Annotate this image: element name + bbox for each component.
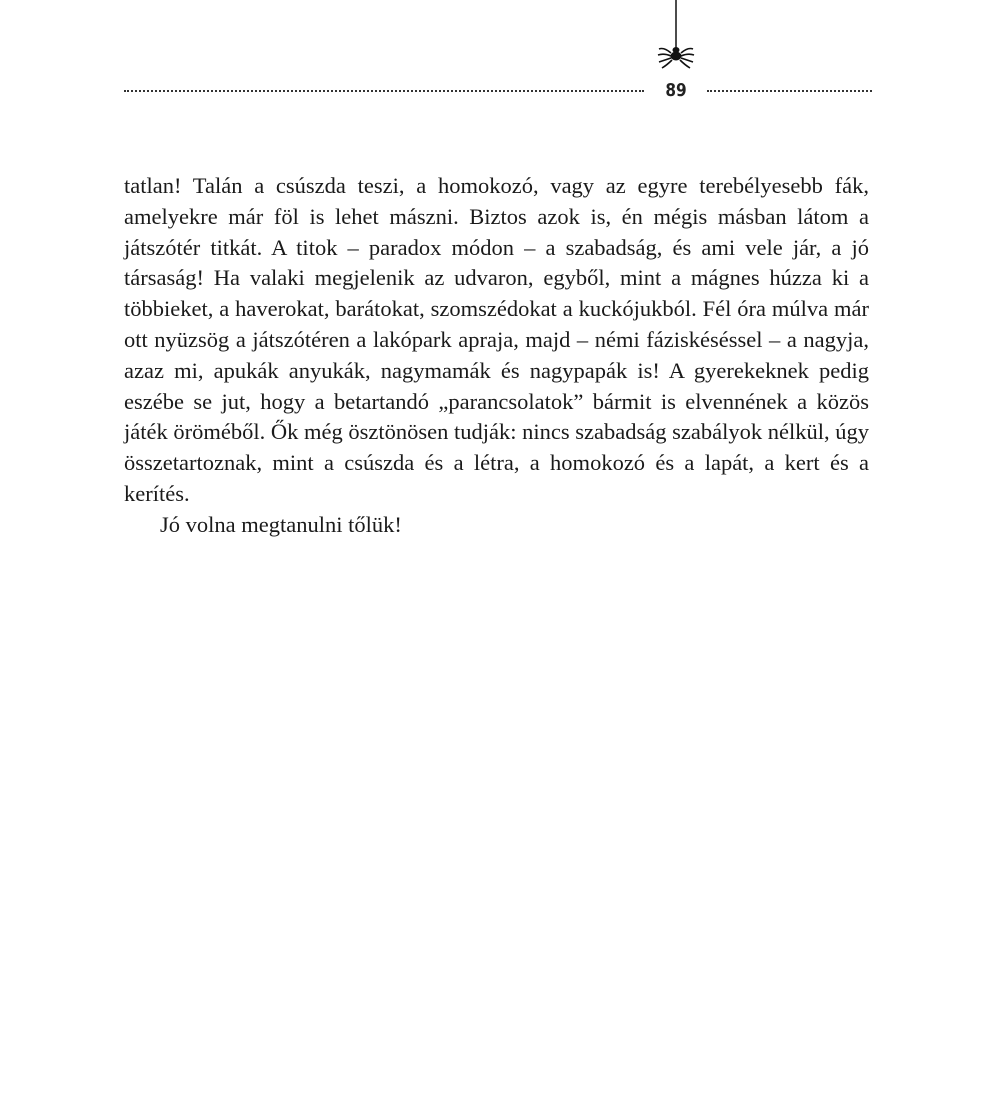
paragraph: tatlan! Talán a csúszda teszi, a homokozó, vagy az egyre terebélyesebb fák, amelyekre már föl is lehet mászni. Biztos azok is, én mégis másban látom a játszótér titkát. A titok – paradox módon – a szabadság, és ami vele jár, a jó társaság! Ha valaki megjelenik az udvaron, egyből, mint a mágnes húzza ki a többieket, a haverokat, barátokat, szomszédokat a kuckójukból. Fél óra múlva már ott nyüzsög a játszótéren a lakópark apraja, majd – némi fáziskéséssel – a nagyja, azaz mi, apukák anyukák, nagymamák és nagypapák is! A gyerekeknek pedig eszébe se jut, hogy a betartandó „parancsolatok” bármit is elvennének a közös játék öröméből. Ők még ösztönösen tudják: nincs szabadság szabályok nélkül, úgy összetartoznak, mint a csúszda és a létra, a homokozó és a lapát, a kert és a kerítés.: [124, 173, 869, 506]
paragraph: Jó volna megtanulni tőlük!: [160, 511, 402, 537]
page-header: [0, 0, 993, 110]
page-number: 89: [665, 80, 687, 101]
body-text: [124, 171, 869, 541]
header-dotted-rule-right: [707, 90, 872, 92]
spider-icon: [656, 0, 696, 72]
header-dotted-rule-left: [124, 90, 644, 92]
